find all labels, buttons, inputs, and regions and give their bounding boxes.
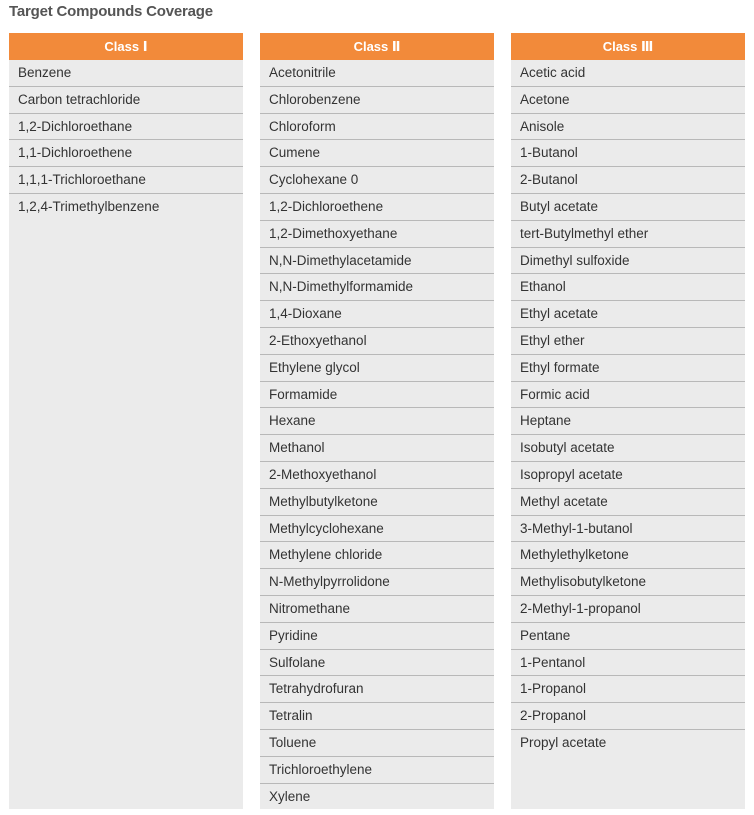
compound-item: Isobutyl acetate (511, 435, 745, 462)
compound-item: Xylene (269, 788, 311, 804)
class-2-list (260, 60, 494, 809)
compound-item: Methyl acetate (511, 489, 745, 516)
compound-item: tert-Butylmethyl ether (511, 221, 745, 248)
compound-item: 2-Ethoxyethanol (260, 328, 494, 355)
compound-item: 1,2-Dichloroethane (9, 114, 243, 141)
compound-item: 1-Butanol (511, 140, 745, 167)
compound-item: 2-Methoxyethanol (260, 462, 494, 489)
compound-item: 1,2,4-Trimethylbenzene (18, 198, 160, 214)
compound-item: Tetralin (260, 703, 494, 730)
compound-item: Ethyl acetate (511, 301, 745, 328)
compound-item: Formamide (260, 382, 494, 409)
compound-item: Ethyl formate (511, 355, 745, 382)
compound-item: Acetone (511, 87, 745, 114)
compound-item: Acetic acid (511, 60, 745, 87)
compound-item: 1,4-Dioxane (260, 301, 494, 328)
class-3-list (511, 60, 745, 756)
compound-item: Pyridine (260, 623, 494, 650)
page-title: Target Compounds Coverage (9, 3, 213, 20)
compound-item: Ethanol (511, 274, 745, 301)
compound-item: 3-Methyl-1-butanol (511, 516, 745, 543)
compound-item: Toluene (260, 730, 494, 757)
compound-item: Ethylene glycol (260, 355, 494, 382)
compound-item: Methylbutylketone (260, 489, 494, 516)
compound-item: Benzene (9, 60, 243, 87)
compound-item: Propyl acetate (520, 734, 607, 750)
compound-item: Chloroform (260, 114, 494, 141)
compound-item: 1,1-Dichloroethene (9, 140, 243, 167)
compound-item: N-Methylpyrrolidone (260, 569, 494, 596)
compound-item: 1,2-Dimethoxyethane (260, 221, 494, 248)
compound-item: Anisole (511, 114, 745, 141)
class-1-column (9, 33, 243, 809)
compound-item: 2-Butanol (511, 167, 745, 194)
compound-item: Nitromethane (260, 596, 494, 623)
compound-item: Methylcyclohexane (260, 516, 494, 543)
compound-item: 2-Propanol (511, 703, 745, 730)
compound-item: N,N-Dimethylformamide (260, 274, 494, 301)
class-3-header: Class Ⅲ (511, 33, 745, 60)
compound-item: Methylene chloride (260, 542, 494, 569)
compound-item: Ethyl ether (511, 328, 745, 355)
compound-item: Pentane (511, 623, 745, 650)
compound-item: Cyclohexane 0 (260, 167, 494, 194)
compound-item: Methanol (260, 435, 494, 462)
class-3-column (511, 33, 745, 809)
compound-item: Acetonitrile (260, 60, 494, 87)
compound-item: Hexane (260, 408, 494, 435)
class-2-column (260, 33, 494, 809)
compound-item: Sulfolane (260, 650, 494, 677)
compound-item: N,N-Dimethylacetamide (260, 248, 494, 275)
class-1-list (9, 60, 243, 220)
compound-item: Cumene (260, 140, 494, 167)
compound-item: Dimethyl sulfoxide (511, 248, 745, 275)
compound-item: Formic acid (511, 382, 745, 409)
class-1-header: Class Ⅰ (9, 33, 243, 60)
class-2-header: Class Ⅱ (260, 33, 494, 60)
compound-item: 1-Pentanol (511, 650, 745, 677)
compound-item: Isopropyl acetate (511, 462, 745, 489)
compound-item: Methylisobutylketone (511, 569, 745, 596)
compound-item: Methylethylketone (511, 542, 745, 569)
compound-item: 1,1,1-Trichloroethane (9, 167, 243, 194)
compound-item: 1-Propanol (511, 676, 745, 703)
compound-item: Butyl acetate (511, 194, 745, 221)
compound-item: 2-Methyl-1-propanol (511, 596, 745, 623)
compound-item: Chlorobenzene (260, 87, 494, 114)
compound-item: 1,2-Dichloroethene (260, 194, 494, 221)
compound-item: Carbon tetrachloride (9, 87, 243, 114)
compound-item: Tetrahydrofuran (260, 676, 494, 703)
compound-item: Trichloroethylene (260, 757, 494, 784)
compound-item: Heptane (511, 408, 745, 435)
